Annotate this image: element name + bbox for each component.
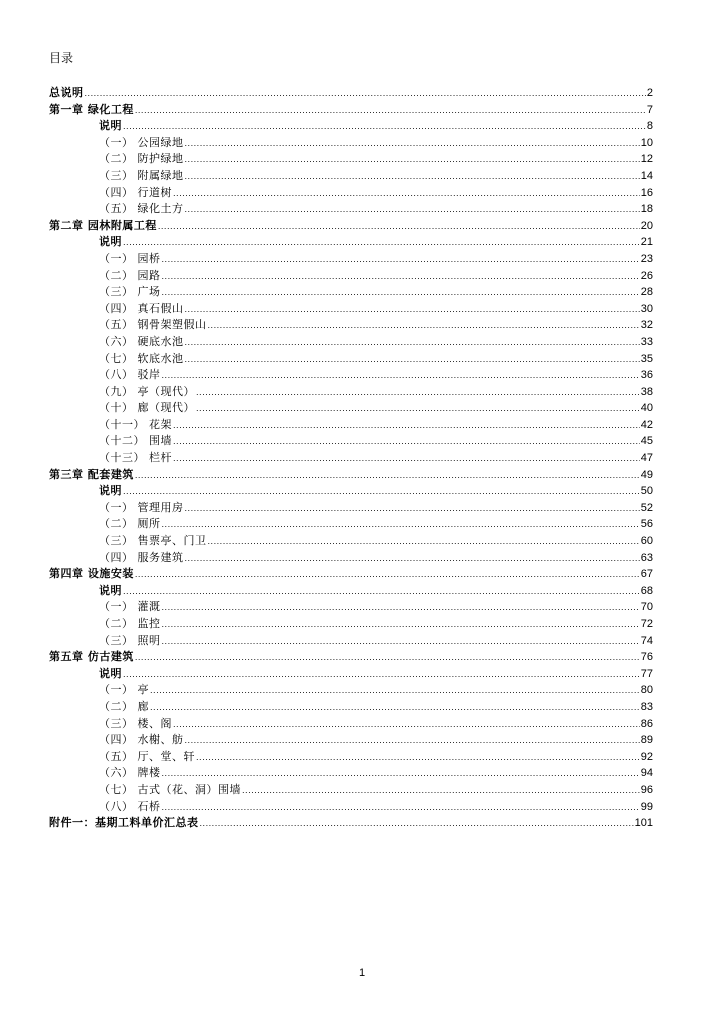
toc-section-entry[interactable]: [49, 185, 653, 202]
dot-leader: [162, 600, 640, 617]
toc-entry-page: 36: [640, 369, 653, 382]
toc-entry-page: 52: [640, 501, 653, 514]
toc-entry-title: （一） 管理用房: [99, 500, 184, 514]
toc-entry-title: （一） 灌溉: [99, 600, 161, 614]
dot-leader: [196, 401, 640, 418]
toc-entry-page: 20: [640, 219, 653, 232]
toc-entry-title: （十三） 栏杆: [99, 451, 172, 465]
toc-section-entry[interactable]: [49, 633, 653, 650]
dot-leader: [162, 634, 640, 651]
toc-entry-page: 21: [640, 236, 653, 249]
dot-leader: [242, 783, 640, 800]
toc-section-entry[interactable]: [49, 516, 653, 533]
toc-entry-page: 76: [640, 651, 653, 664]
toc-section-entry[interactable]: [49, 118, 653, 135]
toc-entry-title: （九） 亭（现代）: [99, 384, 195, 398]
toc-entry-title: （七） 软底水池: [99, 351, 184, 365]
dot-leader: [135, 567, 640, 584]
toc-entry-title: （二） 廊: [99, 699, 149, 713]
toc-entry-page: 70: [640, 601, 653, 614]
toc-entry-title: 第五章 仿古建筑: [49, 650, 134, 664]
toc-chapter-entry[interactable]: [49, 566, 653, 583]
toc-entry-page: 86: [640, 717, 653, 730]
toc-entry-page: 77: [640, 667, 653, 680]
toc-chapter-entry[interactable]: [49, 218, 653, 235]
toc-entry-title: （八） 石桥: [99, 799, 161, 813]
toc-entry-title: 第二章 园林附属工程: [49, 218, 157, 232]
dot-leader: [173, 418, 640, 435]
dot-leader: [162, 517, 640, 534]
toc-entry-title: （一） 园桥: [99, 251, 161, 265]
dot-leader: [162, 368, 640, 385]
toc-section-entry[interactable]: [49, 500, 653, 517]
toc-entry-page: 8: [646, 120, 653, 133]
dot-leader: [185, 733, 640, 750]
toc-entry-page: 68: [640, 584, 653, 597]
dot-leader: [85, 86, 646, 103]
dot-leader: [173, 186, 640, 203]
toc-entry-page: 32: [640, 319, 653, 332]
toc-entry-page: 45: [640, 435, 653, 448]
dot-leader: [185, 335, 640, 352]
dot-leader: [208, 534, 640, 551]
toc-section-entry[interactable]: [49, 284, 653, 301]
toc-entry-title: （四） 真石假山: [99, 301, 184, 315]
dot-leader: [185, 169, 640, 186]
page-number: 1: [358, 967, 366, 979]
toc-entry-title: 第三章 配套建筑: [49, 467, 134, 481]
toc-entry-page: 14: [640, 169, 653, 182]
dot-leader: [135, 650, 640, 667]
toc-entry-title: 说明: [99, 235, 122, 249]
dot-leader: [135, 103, 646, 120]
toc-entry-page: 30: [640, 302, 653, 315]
toc-entry-title: （十二） 围墙: [99, 434, 172, 448]
dot-leader: [200, 816, 634, 833]
toc-entry-title: （十一） 花架: [99, 417, 172, 431]
toc-entry-page: 63: [640, 551, 653, 564]
toc-entry-title: 说明: [99, 119, 122, 133]
toc-entry-page: 83: [640, 700, 653, 713]
toc-section-entry[interactable]: [49, 583, 653, 600]
dot-leader: [185, 551, 640, 568]
toc-section-entry[interactable]: [49, 450, 653, 467]
toc-section-entry[interactable]: [49, 616, 653, 633]
toc-entry-page: 47: [640, 452, 653, 465]
toc-entry-page: 33: [640, 335, 653, 348]
toc-section-entry[interactable]: [49, 716, 653, 733]
dot-leader: [150, 683, 640, 700]
toc-entry-title: （六） 牌楼: [99, 766, 161, 780]
toc-entry-page: 7: [646, 103, 653, 116]
toc-entry-title: （五） 钢骨架塑假山: [99, 318, 207, 332]
toc-entry-page: 10: [640, 136, 653, 149]
toc-section-entry[interactable]: [49, 301, 653, 318]
dot-leader: [135, 468, 640, 485]
toc-entry-title: 总说明: [49, 86, 84, 99]
toc-entry-page: 12: [640, 153, 653, 166]
toc-entry-title: （二） 厕所: [99, 517, 161, 531]
toc-chapter-entry[interactable]: [49, 102, 653, 119]
dot-leader: [162, 285, 640, 302]
dot-leader: [123, 235, 640, 252]
dot-leader: [196, 385, 640, 402]
dot-leader: [162, 617, 640, 634]
table-of-contents: [49, 85, 653, 832]
toc-entry-page: 60: [640, 535, 653, 548]
toc-entry-page: 56: [640, 518, 653, 531]
toc-entry-page: 80: [640, 684, 653, 697]
toc-entry-title: 说明: [99, 666, 122, 680]
dot-leader: [123, 584, 640, 601]
dot-leader: [185, 136, 640, 153]
toc-entry-page: 35: [640, 352, 653, 365]
toc-entry-title: （一） 公园绿地: [99, 135, 184, 149]
dot-leader: [185, 152, 640, 169]
dot-leader: [162, 252, 640, 269]
toc-section-entry[interactable]: [49, 433, 653, 450]
toc-entry-page: 72: [640, 618, 653, 630]
toc-entry-page: 74: [640, 634, 653, 647]
toc-entry-title: （六） 硬底水池: [99, 334, 184, 348]
toc-entry-title: （四） 服务建筑: [99, 550, 184, 564]
toc-section-entry[interactable]: [49, 799, 653, 816]
toc-entry-title: （五） 绿化土方: [99, 202, 184, 216]
toc-section-entry[interactable]: [49, 251, 653, 268]
dot-leader: [162, 269, 640, 286]
toc-entry-page: 94: [640, 767, 653, 780]
toc-section-entry[interactable]: [49, 168, 653, 185]
toc-section-entry[interactable]: [49, 599, 653, 616]
toc-chapter-entry[interactable]: [49, 815, 653, 832]
toc-chapter-entry[interactable]: [49, 85, 653, 102]
toc-section-entry[interactable]: [49, 351, 653, 368]
toc-section-entry[interactable]: [49, 765, 653, 782]
toc-entry-page: 99: [640, 800, 653, 813]
toc-section-entry[interactable]: [49, 151, 653, 168]
toc-entry-page: 49: [640, 468, 653, 481]
dot-leader: [123, 484, 640, 501]
page-title: 目录: [49, 51, 74, 65]
toc-entry-title: 第一章 绿化工程: [49, 102, 134, 116]
dot-leader: [208, 318, 640, 335]
toc-entry-page: 40: [640, 402, 653, 415]
toc-entry-title: （二） 监控: [99, 617, 161, 630]
toc-entry-title: （三） 照明: [99, 633, 161, 647]
dot-leader: [185, 501, 640, 518]
toc-section-entry[interactable]: [49, 367, 653, 384]
toc-entry-title: （十） 廊（现代）: [99, 401, 195, 415]
toc-entry-page: 28: [640, 286, 653, 299]
toc-section-entry[interactable]: [49, 384, 653, 401]
toc-entry-title: 附件一：基期工料单价汇总表: [49, 816, 199, 830]
dot-leader: [150, 700, 640, 717]
toc-entry-title: （四） 行道树: [99, 185, 172, 199]
toc-section-entry[interactable]: [49, 782, 653, 799]
dot-leader: [123, 119, 646, 136]
toc-entry-title: 说明: [99, 484, 122, 498]
toc-entry-page: 38: [640, 385, 653, 398]
toc-entry-title: （八） 驳岸: [99, 368, 161, 382]
toc-section-entry[interactable]: [49, 533, 653, 550]
dot-leader: [162, 800, 640, 817]
dot-leader: [173, 717, 640, 734]
toc-section-entry[interactable]: [49, 234, 653, 251]
toc-entry-page: 96: [640, 783, 653, 796]
toc-section-entry[interactable]: [49, 682, 653, 699]
dot-leader: [158, 219, 640, 236]
toc-section-entry[interactable]: [49, 483, 653, 500]
toc-entry-page: 18: [640, 203, 653, 216]
toc-section-entry[interactable]: [49, 699, 653, 716]
toc-section-entry[interactable]: [49, 749, 653, 766]
toc-section-entry[interactable]: [49, 334, 653, 351]
dot-leader: [185, 302, 640, 319]
dot-leader: [185, 352, 640, 369]
toc-entry-title: （二） 防护绿地: [99, 152, 184, 166]
toc-entry-page: 50: [640, 485, 653, 498]
toc-entry-page: 92: [640, 750, 653, 763]
dot-leader: [173, 434, 640, 451]
dot-leader: [173, 451, 640, 468]
toc-entry-title: （三） 广场: [99, 285, 161, 299]
toc-section-entry[interactable]: [49, 135, 653, 152]
toc-section-entry[interactable]: [49, 666, 653, 683]
toc-entry-title: （七） 古式（花、洞）围墙: [99, 782, 241, 796]
toc-section-entry[interactable]: [49, 268, 653, 285]
toc-chapter-entry[interactable]: [49, 649, 653, 666]
toc-section-entry[interactable]: [49, 201, 653, 218]
toc-entry-page: 101: [634, 817, 653, 830]
toc-entry-page: 16: [640, 186, 653, 199]
toc-entry-title: 说明: [99, 583, 122, 597]
toc-section-entry[interactable]: [49, 732, 653, 749]
toc-entry-title: （二） 园路: [99, 268, 161, 282]
toc-entry-page: 42: [640, 418, 653, 431]
toc-entry-page: 89: [640, 734, 653, 747]
toc-section-entry[interactable]: [49, 550, 653, 567]
toc-section-entry[interactable]: [49, 400, 653, 417]
toc-entry-title: （四） 水榭、舫: [99, 733, 184, 747]
toc-chapter-entry[interactable]: [49, 467, 653, 484]
toc-section-entry[interactable]: [49, 317, 653, 334]
toc-entry-title: （三） 楼、阁: [99, 716, 172, 730]
toc-entry-title: （三） 附属绿地: [99, 168, 184, 182]
toc-entry-page: 67: [640, 568, 653, 581]
toc-entry-page: 2: [646, 87, 653, 99]
toc-entry-page: 26: [640, 269, 653, 282]
dot-leader: [123, 667, 640, 684]
dot-leader: [162, 766, 640, 783]
toc-entry-title: （一） 亭: [99, 683, 149, 697]
toc-entry-title: （五） 厅、堂、轩: [99, 749, 195, 763]
toc-entry-page: 23: [640, 252, 653, 265]
dot-leader: [185, 202, 640, 219]
toc-section-entry[interactable]: [49, 417, 653, 434]
toc-entry-title: （三） 售票亭、门卫: [99, 534, 207, 548]
dot-leader: [196, 750, 640, 767]
toc-entry-title: 第四章 设施安装: [49, 567, 134, 581]
